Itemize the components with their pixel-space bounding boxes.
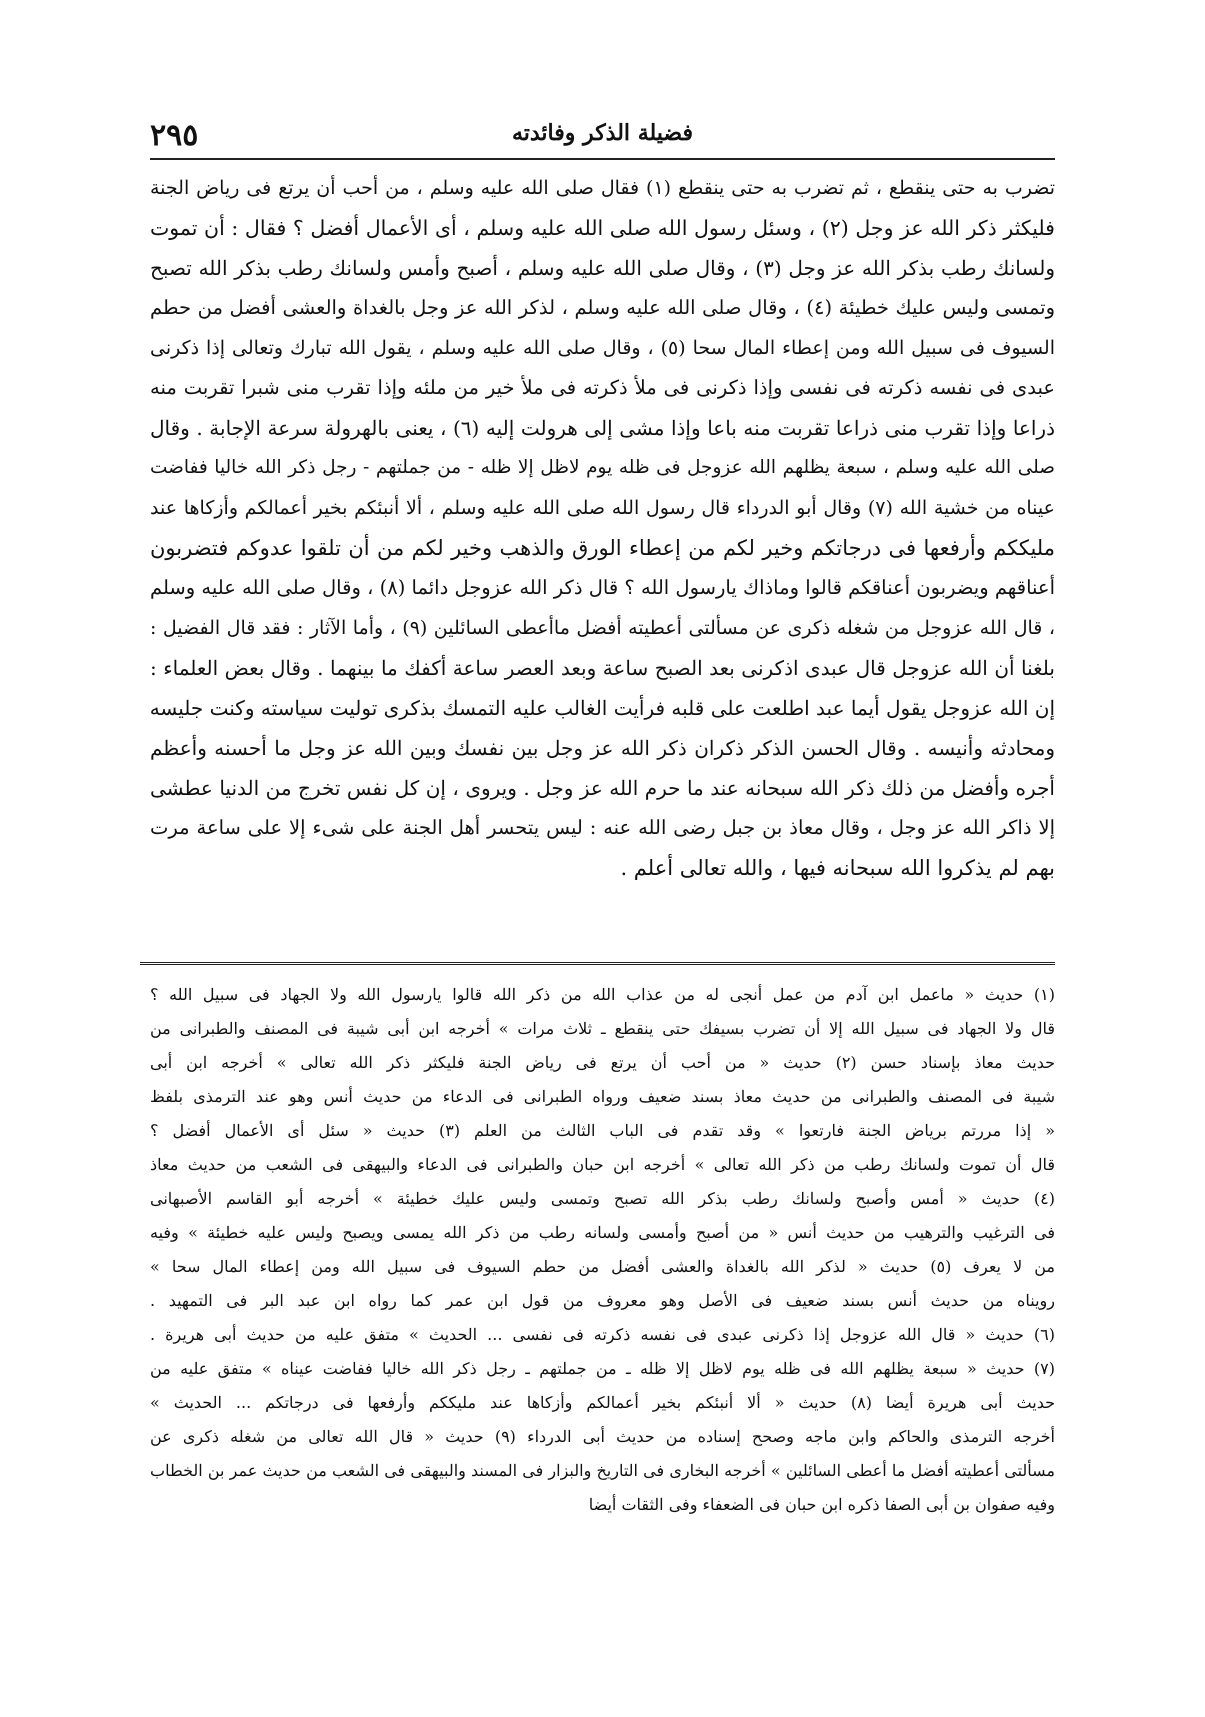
footnote-line: قال أن تموت ولسانك رطب من ذكر الله تعالى » أخرجه ابن حبان والطبرانى فى الدعاء والبيهقى فى الشعب من حديث معاذ <box>150 1155 1055 1174</box>
text-line: تضرب به حتى ينقطع ، ثم تضرب به حتى ينقطع (١) فقال صلى الله عليه وسلم ، من أحب أن يرتع فى رياض الجنة <box>150 177 1055 199</box>
footnote-line: « إذا مررتم برياض الجنة فارتعوا » وقد تقدم فى الباب الثالث من العلم (٣) حديث « سئل أى الأعمال أفضل ؟ <box>150 1121 1055 1140</box>
main-text <box>150 168 1055 888</box>
text-line: إن الله عزوجل يقول أيما عبد اطلعت على قلبه فرأيت الغالب عليه التمسك بذكرى توليت سياسته وكنت جليسه <box>150 696 1055 720</box>
text-line: إلا ذاكر الله عز وجل ، وقال معاذ بن جبل رضى الله عنه : ليس يتحسر أهل الجنة على شىء إلا على ساعة مرت <box>150 816 1055 839</box>
text-line: فليكثر ذكر الله عز وجل (٢) ، وسئل رسول الله صلى الله عليه وسلم ، أى الأعمال أفضل ؟ فقال : أن تموت <box>150 216 1055 240</box>
page-number: ٢٩٥ <box>150 118 199 153</box>
footnote-line: حديث أبى هريرة أيضا (٨) حديث « ألا أنبئكم بخير أعمالكم وأزكاها عند مليككم وأرفعها فى درجاتكم ... الحديث » <box>150 1393 1055 1412</box>
footnote-line: وفيه صفوان بن أبى الصفا ذكره ابن حبان فى الضعفاء وفى الثقات أيضا <box>588 1495 1055 1514</box>
text-line: عيناه من خشية الله (٧) وقال أبو الدرداء قال رسول الله صلى الله عليه وسلم ، ألا أنبئكم بخير أعمالكم وأزكاها عند <box>150 497 1055 519</box>
text-line: بهم لم يذكروا الله سبحانه فيها ، والله تعالى أعلم . <box>620 856 1055 880</box>
footnote-line: شيبة فى المصنف والطبرانى من حديث معاذ بسند ضعيف ورواه الطبرانى فى الدعاء من حديث أنس وهو عند الترمذى بلفظ <box>150 1087 1055 1106</box>
text-line: مليككم وأرفعها فى درجاتكم وخير لكم من إعطاء الورق والذهب وخير لكم من أن تلقوا عدوكم فتضربون <box>150 536 1055 560</box>
footnote-line: فى الترغيب والترهيب من حديث أنس « من أصبح وأمسى ولسانه رطب من ذكر الله يمسى ويصبح وليس عليه خطيئة » وفيه <box>150 1223 1055 1242</box>
page-header <box>150 118 1055 160</box>
text-line: عبدى فى نفسه ذكرته فى نفسى وإذا ذكرنى فى ملأ ذكرته فى ملأ خير من ملئه وإذا تقرب منى شبرا تقربت منه <box>150 376 1055 399</box>
footnote-line: حديث معاذ بإسناد حسن (٢) حديث « من أحب أن يرتع فى رياض الجنة فليكثر ذكر الله تعالى » أخرجه ابن أبى <box>150 1053 1055 1072</box>
footnote-line: (٦) حديث « قال الله عزوجل إذا ذكرنى عبدى فى نفسه ذكرته فى نفسى ... الحديث » متفق عليه من حديث أبى هريرة . <box>150 1325 1055 1344</box>
running-title: فضيلة الذكر وفائدته <box>511 120 694 146</box>
footnote-line: (٧) حديث « سبعة يظلهم الله فى ظله يوم لاظل إلا ظله ـ من جملتهم ـ رجل ذكر الله خاليا ففاضت عيناه » متفق عليه من <box>150 1359 1055 1378</box>
text-line: ومحادثه وأنيسه . وقال الحسن الذكر ذكران ذكر الله عز وجل بين نفسك وبين الله عز وجل ما أحسنه وأعظم <box>150 736 1055 760</box>
footnotes <box>150 978 1055 1522</box>
text-line: ولسانك رطب بذكر الله عز وجل (٣) ، وقال صلى الله عليه وسلم ، أصبح وأمس ولسانك رطب بذكر الله تصبح <box>150 256 1055 280</box>
footnote-line: من لا يعرف (٥) حديث « لذكر الله بالغداة والعشى أفضل من حطم السيوف فى سبيل الله ومن إعطاء المال سحا » <box>150 1257 1055 1276</box>
text-line: وتمسى وليس عليك خطيئة (٤) ، وقال صلى الله عليه وسلم ، لذكر الله عز وجل بالغداة والعشى أفضل من حطم <box>150 296 1055 319</box>
footnote-line: رويناه من حديث أنس بسند ضعيف فى الأصل وهو معروف من قول ابن عمر كما رواه ابن عبد البر فى التمهيد . <box>150 1291 1055 1310</box>
text-line: بلغنا أن الله عزوجل قال عبدى اذكرنى بعد الصبح ساعة وبعد العصر ساعة أكفك ما بينهما . وقال بعض العلماء : <box>150 656 1055 680</box>
footnote-line: مسألتى أعطيته أفضل ما أعطى السائلين » أخرجه البخارى فى التاريخ والبزار فى المسند والبيهقى فى الشعب من حديث عمر بن الخطاب <box>150 1461 1055 1480</box>
text-line: أجره وأفضل من ذلك ذكر الله سبحانه عند ما حرم الله عز وجل . ويروى ، إن كل نفس تخرج من الدنيا عطشى <box>150 776 1055 800</box>
footnote-line: (٤) حديث « أمس وأصبح ولسانك رطب بذكر الله تصبح وتمسى وليس عليك خطيئة » أخرجه أبو القاسم الأصبهانى <box>150 1189 1055 1208</box>
text-line: ذراعا وإذا تقرب منى ذراعا تقربت منه باعا وإذا مشى إلى هرولت إليه (٦) ، يعنى بالهرولة سرعة الإجابة . وقال <box>150 416 1055 440</box>
text-line: ، قال الله عزوجل من شغله ذكرى عن مسألتى أعطيته أفضل ماأعطى السائلين (٩) ، وأما الآثار : فقد قال الفضيل : <box>150 617 1055 639</box>
text-line: أعناقهم ويضربون أعناقكم قالوا وماذاك يارسول الله ؟ قال ذكر الله عزوجل دائما (٨) ، وقال صلى الله عليه وسلم <box>150 576 1055 599</box>
footnote-line: (١) حديث « ماعمل ابن آدم من عمل أنجى له من عذاب الله من ذكر الله قالوا يارسول الله ولا الجهاد فى سبيل الله ؟ <box>150 985 1055 1004</box>
footnote-line: أخرجه الترمذى والحاكم وابن ماجه وصحح إسناده من حديث أبى الدرداء (٩) حديث « قال الله تعالى من شغله ذكرى عن <box>150 1427 1055 1446</box>
footnote-separator <box>140 962 1055 965</box>
text-line: صلى الله عليه وسلم ، سبعة يظلهم الله عزوجل فى ظله يوم لاظل إلا ظله - من جملتهم - رجل ذكر الله خاليا ففاضت <box>150 457 1055 478</box>
text-line: السيوف فى سبيل الله ومن إعطاء المال سحا (٥) ، وقال صلى الله عليه وسلم ، يقول الله تبارك وتعالى إذا ذكرنى <box>150 337 1055 359</box>
footnote-line: قال ولا الجهاد فى سبيل الله إلا أن تضرب بسيفك حتى ينقطع ـ ثلاث مرات » أخرجه ابن أبى شيبة فى المصنف والطبرانى من <box>150 1019 1055 1038</box>
